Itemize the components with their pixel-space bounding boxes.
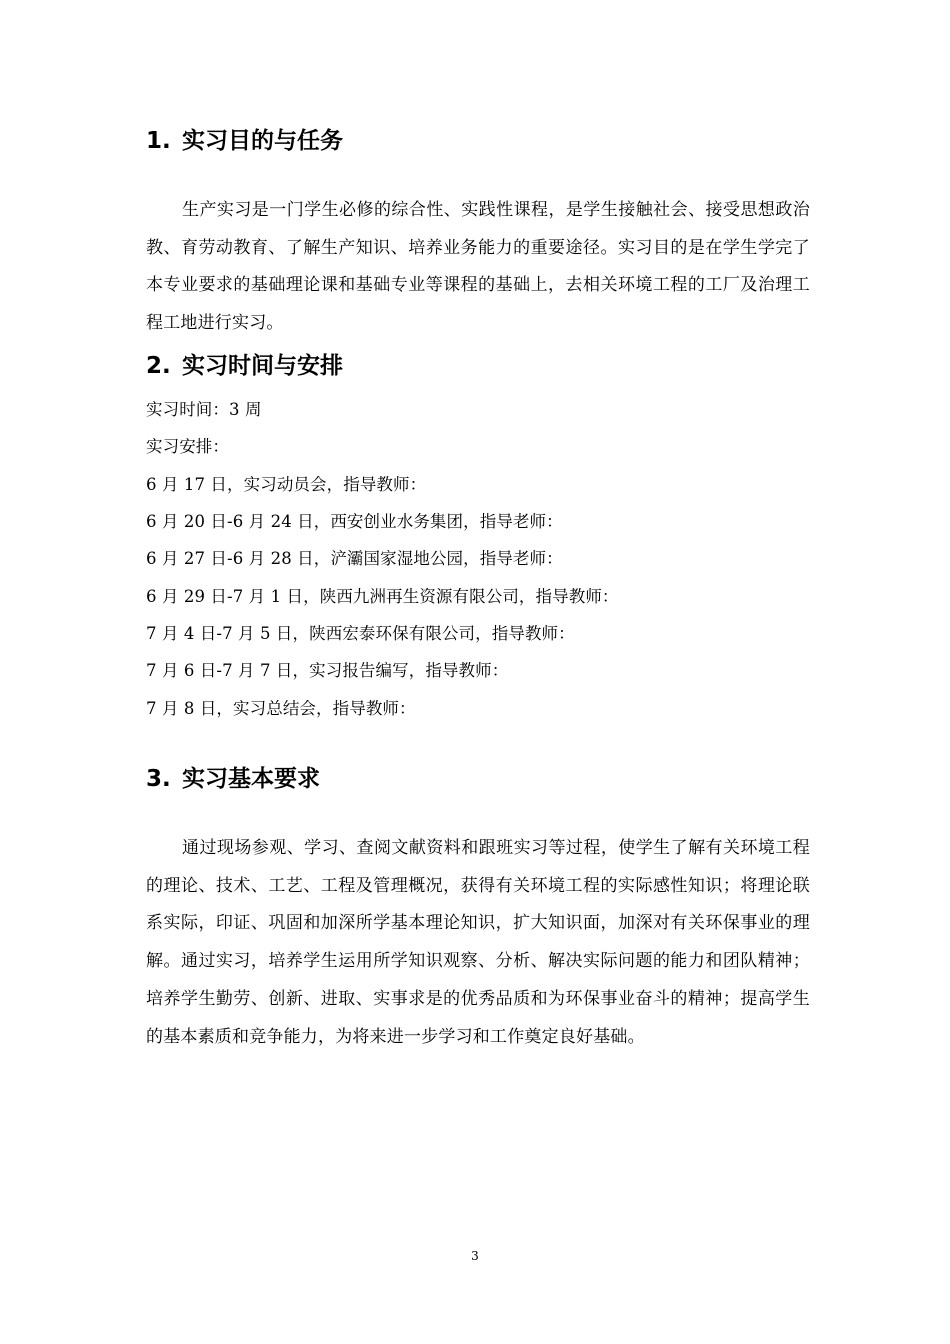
schedule-item: 7 月 6 日-7 月 7 日，实习报告编写，指导教师： bbox=[146, 661, 509, 680]
section-3-paragraph: 通过现场参观、学习、查阅文献资料和跟班实习等过程，使学生了解有关环境工程的理论、技术、工艺、工程及管理概况，获得有关环境工程的实际感性知识；将理论联系实际，印证、巩固和加深所学基本理论知识，扩大知识面，加深对有关环保事业的理解。通过实习，培养学生运用所学知识观察、分析、解决实际问题的能力和团队精神；培养学生勤劳、创新、进取、实事求是的优秀品质和为环保事业奋斗的精神；提高学生的基本素质和竞争能力，为将来进一步学习和工作奠定良好基础。 bbox=[146, 838, 810, 1047]
section-1-paragraph: 生产实习是一门学生必修的综合性、实践性课程，是学生接触社会、接受思想政治教、育劳动教育、了解生产知识、培养业务能力的重要途径。实习目的是在学生学完了本专业要求的基础理论课和基础专业等课程的基础上，去相关环境工程的工厂及治理工程工地进行实习。 bbox=[146, 200, 810, 334]
internship-duration: 实习时间：3 周 bbox=[146, 400, 262, 419]
schedule-item: 6 月 17 日，实习动员会，指导教师： bbox=[146, 475, 427, 494]
section-3-title: 实习基本要求 bbox=[182, 766, 320, 792]
section-2-number: 2. bbox=[146, 353, 171, 379]
section-2-title: 实习时间与安排 bbox=[182, 353, 343, 379]
section-3-heading bbox=[146, 764, 320, 794]
section-2-heading bbox=[146, 351, 343, 381]
schedule-item: 6 月 27 日-6 月 28 日，浐灞国家湿地公园，指导老师： bbox=[146, 549, 563, 568]
schedule-item: 7 月 8 日，实习总结会，指导教师： bbox=[146, 699, 416, 718]
section-1-heading bbox=[146, 126, 343, 156]
section-1-title: 实习目的与任务 bbox=[182, 128, 343, 154]
section-1-number: 1. bbox=[146, 128, 171, 154]
arrangement-label: 实习安排： bbox=[146, 437, 229, 456]
schedule-item: 6 月 29 日-7 月 1 日，陕西九洲再生资源有限公司，指导教师： bbox=[146, 587, 619, 606]
schedule-item: 7 月 4 日-7 月 5 日，陕西宏泰环保有限公司，指导教师： bbox=[146, 624, 575, 643]
schedule-item: 6 月 20 日-6 月 24 日，西安创业水务集团，指导老师： bbox=[146, 512, 563, 531]
page-number: 3 bbox=[471, 1249, 479, 1263]
section-3-number: 3. bbox=[146, 766, 171, 792]
